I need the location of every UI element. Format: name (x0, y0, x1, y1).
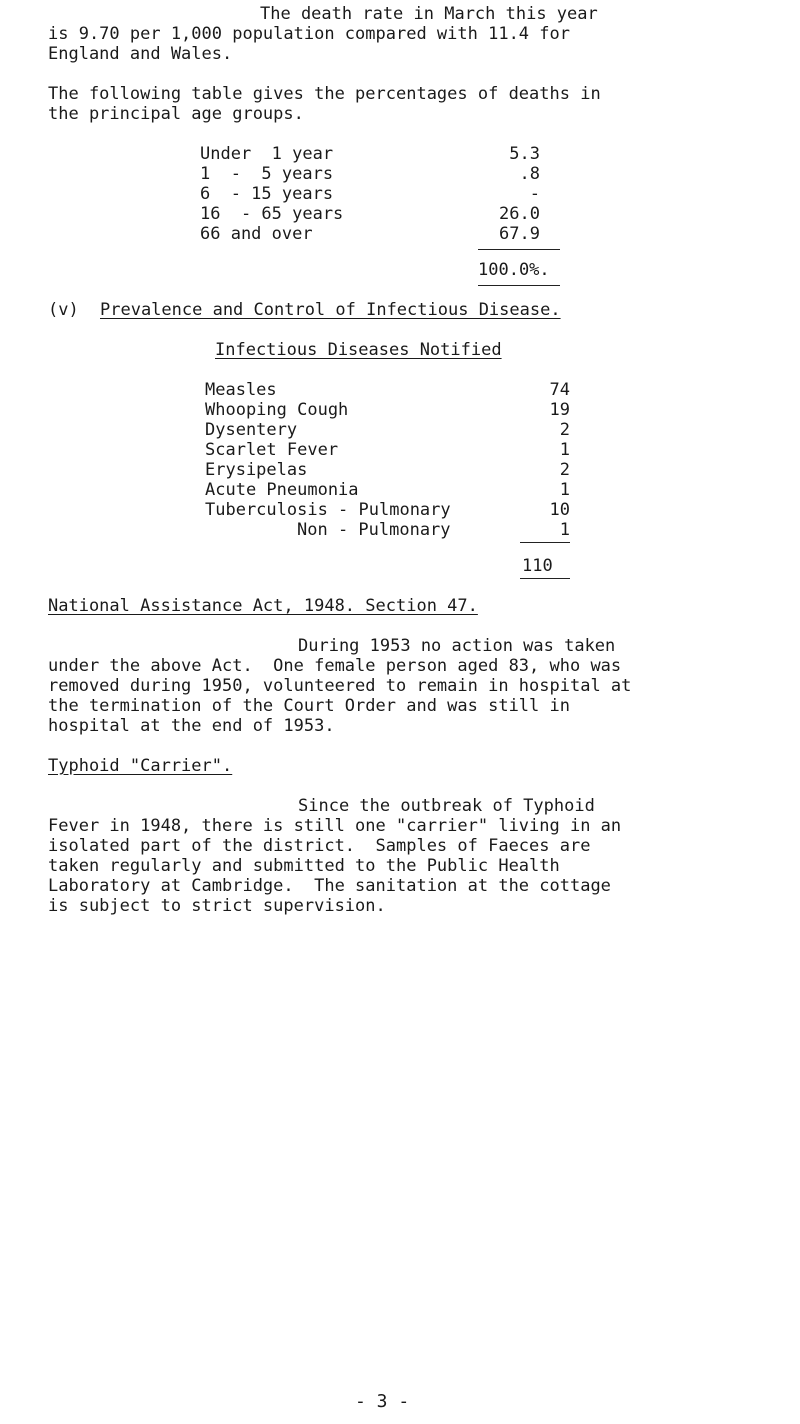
disease-label: Dysentery (205, 420, 298, 440)
disease-count: 19 (549, 400, 570, 420)
age-row-label: 1 - 5 years (200, 164, 334, 184)
disease-label: Scarlet Fever (205, 440, 339, 460)
typhoid-line-2: Fever in 1948, there is still one "carrier" living in an (48, 816, 622, 836)
age-table-intro-2: the principal age groups. (48, 104, 304, 124)
age-row-label: Under 1 year (200, 144, 334, 164)
intro-line-3: England and Wales. (48, 44, 233, 64)
assistance-line-2: under the above Act. One female person aged 83, who was (48, 656, 622, 676)
typhoid-line-5: Laboratory at Cambridge. The sanitation at the cottage (48, 876, 611, 896)
disease-label: Measles (205, 380, 277, 400)
disease-count: 10 (549, 500, 570, 520)
age-row-value: 26.0 (499, 204, 540, 224)
disease-label: Whooping Cough (205, 400, 349, 420)
age-row-value: .8 (519, 164, 540, 184)
assistance-line-1: During 1953 no action was taken (298, 636, 616, 656)
disease-count: 2 (559, 420, 570, 440)
infectious-total-rule (520, 542, 570, 543)
page-number: - 3 - (355, 1391, 410, 1412)
assistance-heading: National Assistance Act, 1948. Section 47. (48, 596, 478, 616)
infectious-subheading: Infectious Diseases Notified (215, 340, 502, 360)
age-row-value: 67.9 (499, 224, 540, 244)
intro-line-2: is 9.70 per 1,000 population compared with 11.4 for (48, 24, 570, 44)
age-table-intro-1: The following table gives the percentages of deaths in (48, 84, 601, 104)
disease-count: 1 (559, 520, 570, 540)
assistance-line-3: removed during 1950, volunteered to remain in hospital at (48, 676, 632, 696)
typhoid-heading: Typhoid "Carrier". (48, 756, 233, 776)
infectious-total: 110 (522, 556, 553, 576)
disease-count: 2 (559, 460, 570, 480)
age-row-label: 66 and over (200, 224, 313, 244)
age-row-value: - (529, 184, 540, 204)
infectious-total-underline (520, 578, 570, 579)
typhoid-line-6: is subject to strict supervision. (48, 896, 386, 916)
disease-label: Acute Pneumonia (205, 480, 359, 500)
intro-line-1: The death rate in March this year (260, 4, 598, 24)
assistance-line-4: the termination of the Court Order and was still in (48, 696, 570, 716)
age-row-label: 6 - 15 years (200, 184, 334, 204)
age-total-rule (478, 249, 560, 250)
disease-label: Erysipelas (205, 460, 308, 480)
age-row-value: 5.3 (509, 144, 540, 164)
disease-count: 1 (559, 480, 570, 500)
section-heading: Prevalence and Control of Infectious Disease. (100, 300, 561, 320)
section-number: (v) (48, 300, 79, 320)
disease-count: 74 (549, 380, 570, 400)
typhoid-line-3: isolated part of the district. Samples of Faeces are (48, 836, 591, 856)
disease-label: Non - Pulmonary (297, 520, 451, 540)
disease-label: Tuberculosis - Pulmonary (205, 500, 451, 520)
typhoid-line-1: Since the outbreak of Typhoid (298, 796, 595, 816)
age-total: 100.0%. (478, 260, 550, 280)
typhoid-line-4: taken regularly and submitted to the Public Health (48, 856, 560, 876)
age-row-label: 16 - 65 years (200, 204, 344, 224)
age-total-double-rule (478, 285, 560, 286)
assistance-line-5: hospital at the end of 1953. (48, 716, 335, 736)
disease-count: 1 (559, 440, 570, 460)
